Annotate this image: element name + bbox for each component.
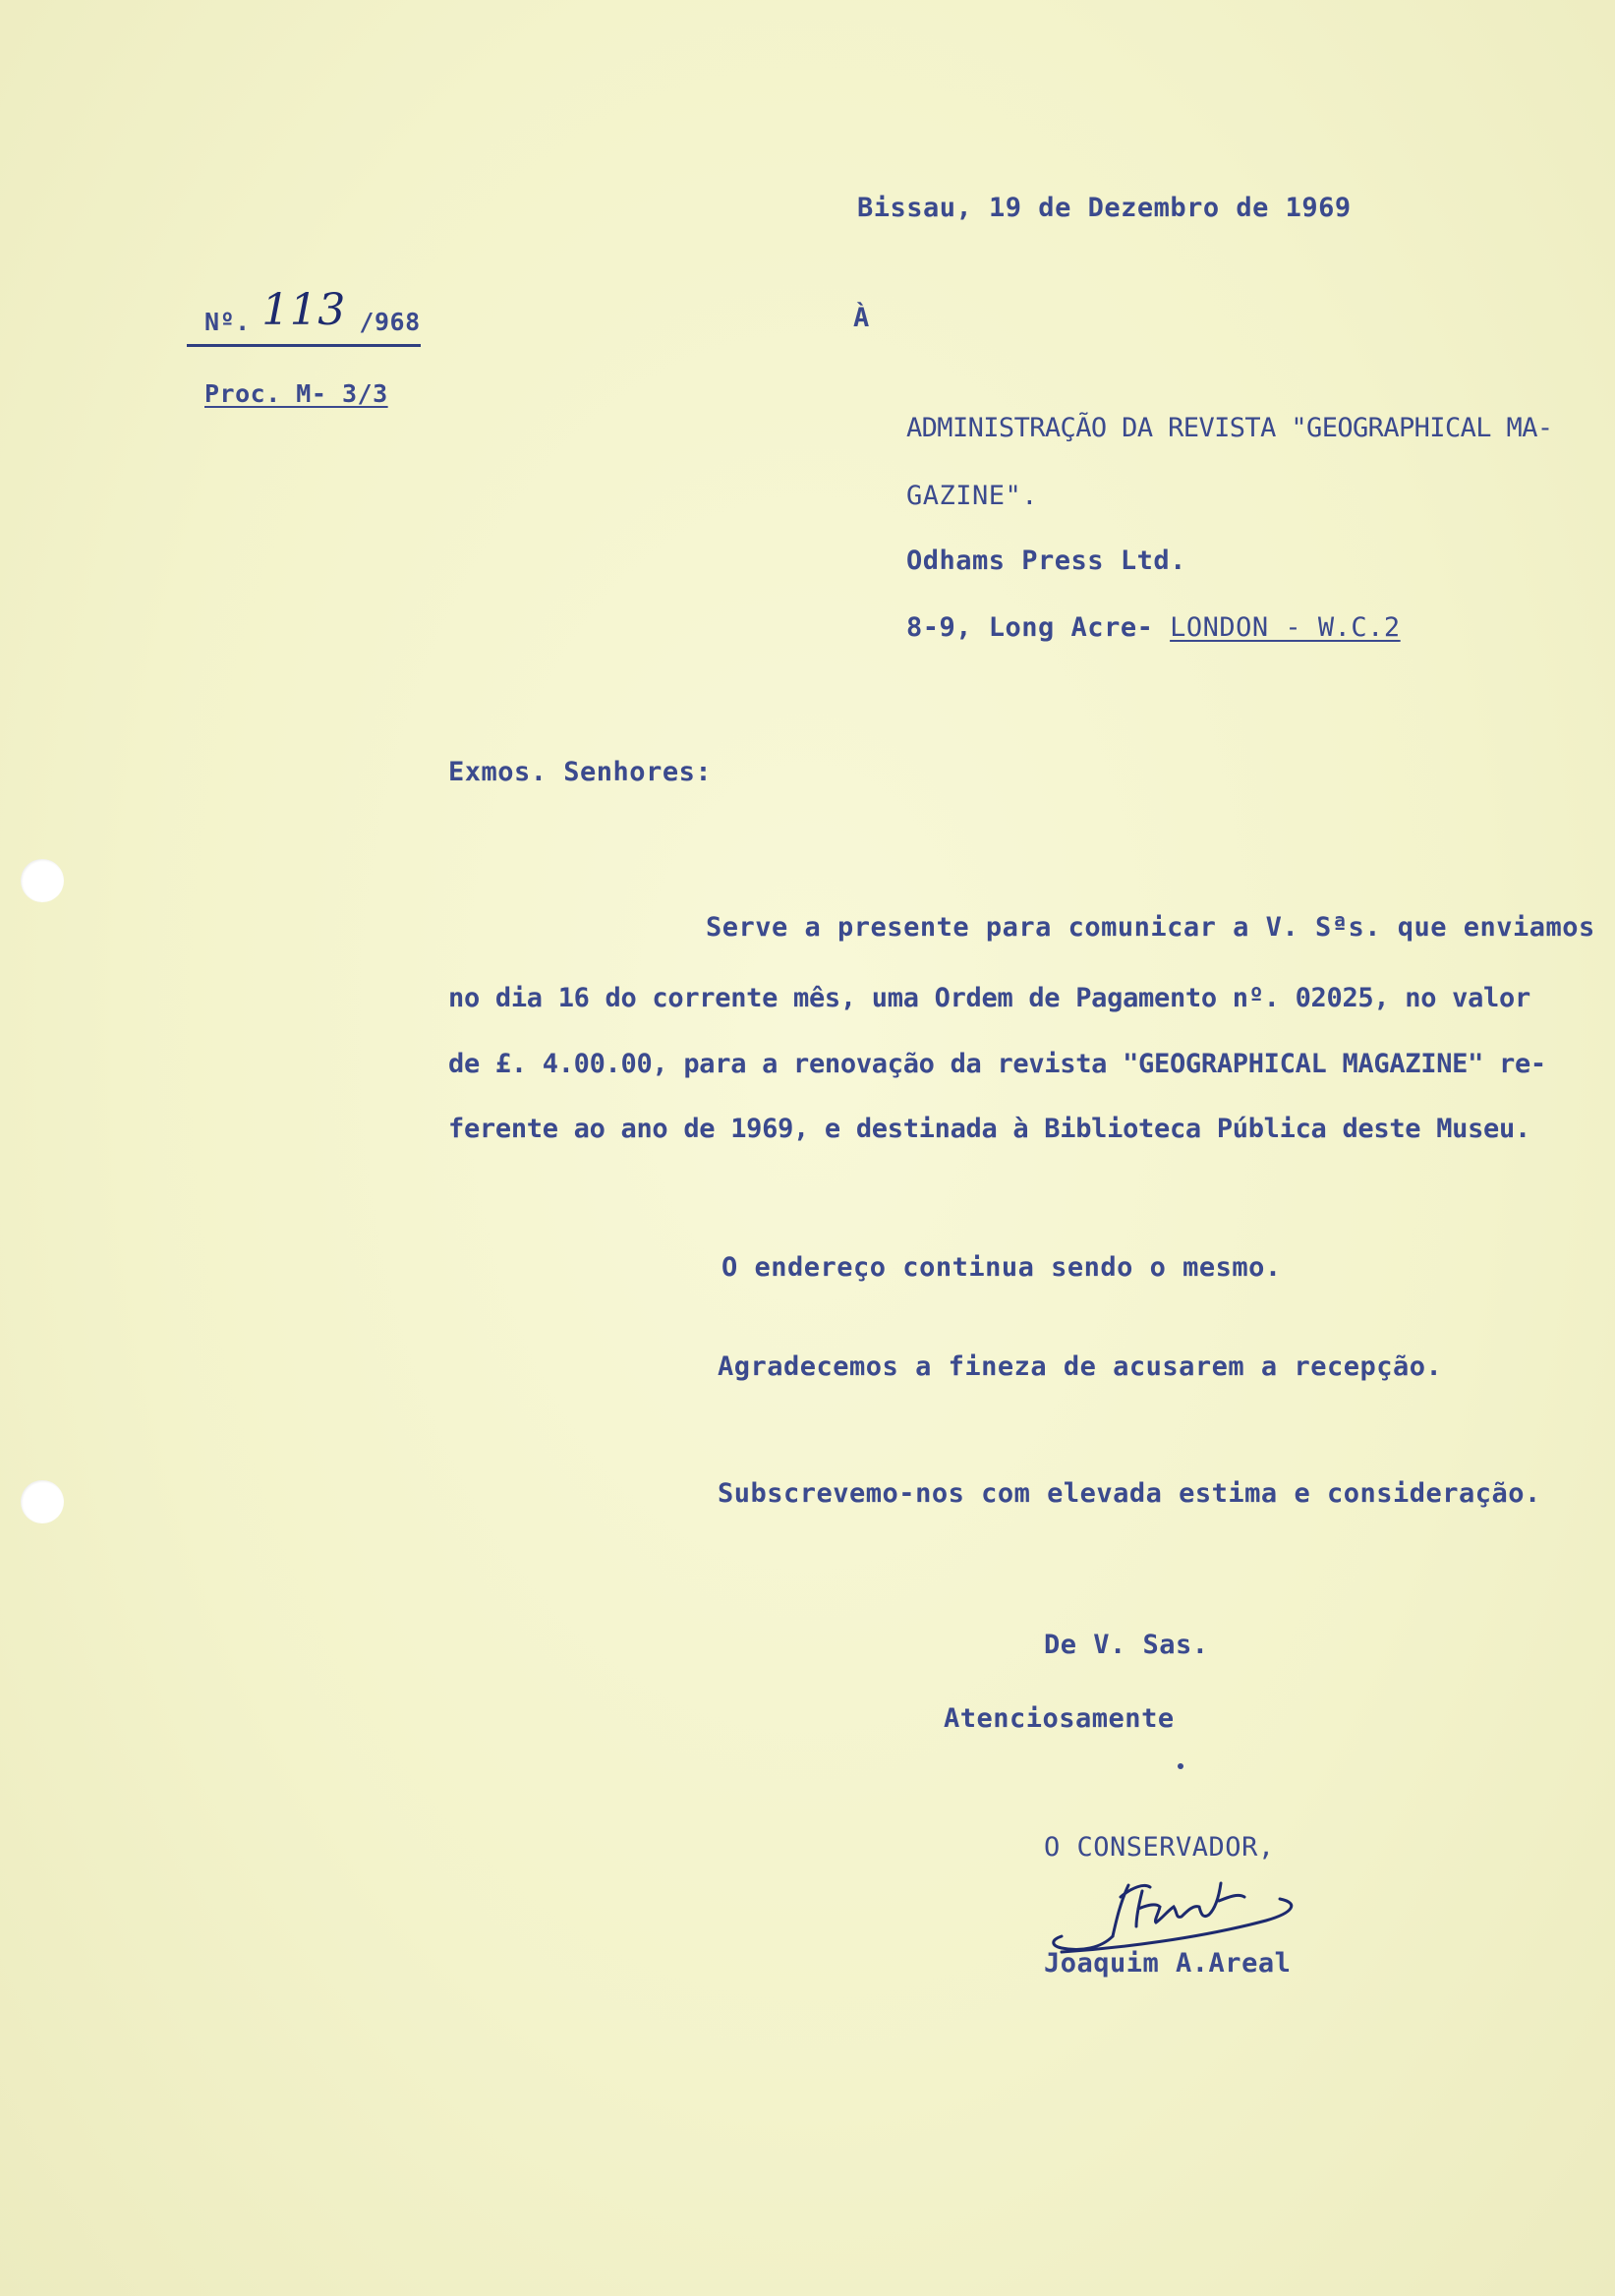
ref-no-prefix: Nº. [204,308,251,336]
body-p1-line-3: de £. 4.00.00, para a renovação da revista "GEOGRAPHICAL MAGAZINE" re- [448,1049,1546,1079]
closing-line-1: De V. Sas. [1044,1630,1209,1660]
reference-underline [187,344,421,347]
ink-dot [1178,1763,1183,1769]
body-p3: Agradecemos a fineza de acusarem a recepção. [718,1351,1443,1382]
salutation: Exmos. Senhores: [448,757,713,787]
addressee-street: 8-9, Long Acre- [906,612,1171,643]
ref-no-suffix: /968 [359,308,421,336]
addressee-city: LONDON - W.C.2 [1170,612,1401,643]
process-reference: Proc. M- 3/3 [204,379,388,408]
addressee-line-2: GAZINE". [906,481,1039,511]
signatory-name: Joaquim A.Areal [1044,1948,1292,1979]
reference-number [204,285,421,338]
closing-line-2: Atenciosamente [944,1703,1175,1734]
signatory-title: O CONSERVADOR, [1044,1832,1275,1863]
body-p4: Subscrevemo-nos com elevada estima e consideração. [718,1478,1541,1509]
ref-no-handwritten: 113 [261,285,346,335]
date-line: Bissau, 19 de Dezembro de 1969 [857,193,1352,223]
body-p1-line-1: Serve a presente para comunicar a V. Sªs. que enviamos [706,912,1595,943]
addressee-line-4 [906,614,1401,641]
punch-hole-bottom [21,1480,64,1523]
to-marker: À [853,303,870,333]
punch-hole-top [21,859,64,902]
addressee-line-3: Odhams Press Ltd. [906,545,1186,576]
body-p1-line-2: no dia 16 do corrente mês, uma Ordem de Pagamento nº. 02025, no valor [448,983,1530,1013]
addressee-line-1: ADMINISTRAÇÃO DA REVISTA "GEOGRAPHICAL MA- [906,413,1553,443]
body-p2: O endereço continua sendo o mesmo. [721,1252,1282,1283]
body-p1-line-4: ferente ao ano de 1969, e destinada à Biblioteca Pública deste Museu. [448,1114,1530,1144]
